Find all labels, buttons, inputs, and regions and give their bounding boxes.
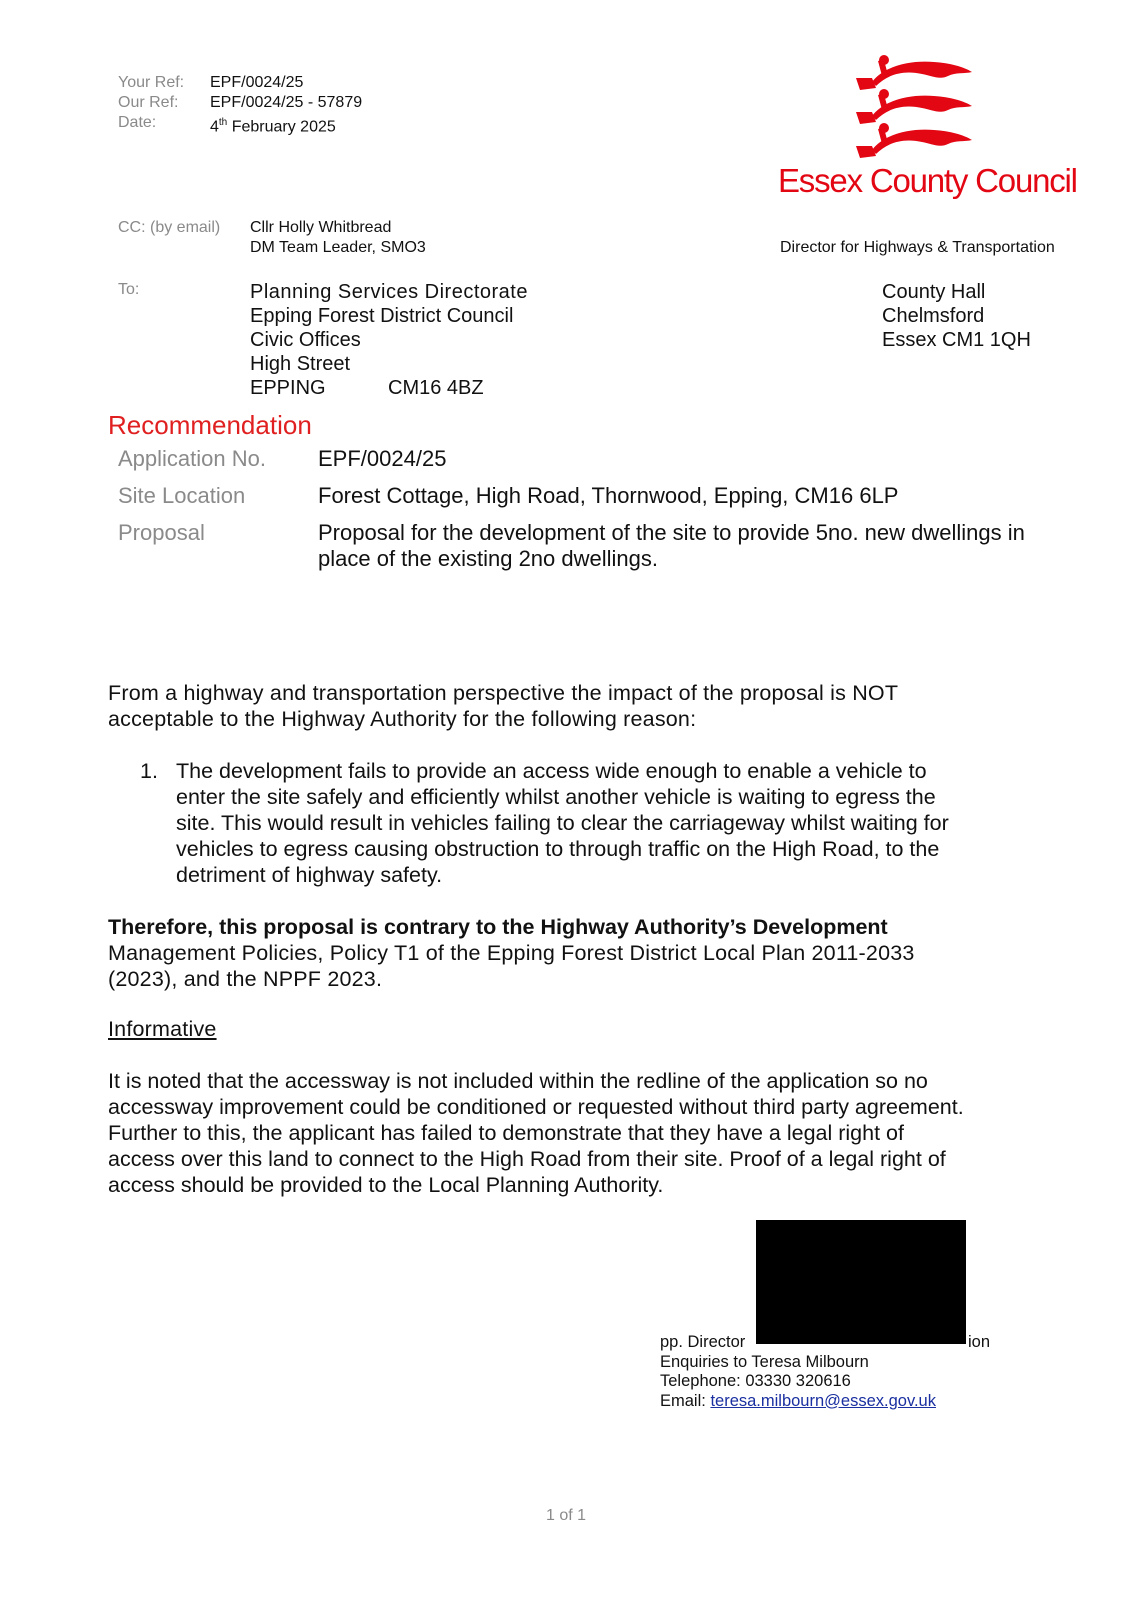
site-location-label: Site Location <box>118 483 246 508</box>
cc-label: CC: (by email) <box>118 219 221 236</box>
your-ref-value: EPF/0024/25 <box>210 74 304 91</box>
date-label: Date: <box>118 114 157 131</box>
to-address <box>250 280 528 400</box>
our-ref-label: Our Ref: <box>118 94 179 111</box>
recommendation-heading: Recommendation <box>108 410 312 440</box>
to-label: To: <box>118 281 140 298</box>
reason-text: The development fails to provide an access wide enough to enable a vehicle to enter the site safely and efficiently whilst another vehicle is waiting to egress the site. This would result in vehicles failing to clear the carriageway whilst waiting for vehicles to egress causing obstruction to through traffic on the High Road, to the detriment of highway safety. <box>176 759 949 887</box>
cc-recipients <box>250 218 426 258</box>
reason-list-item <box>140 758 1030 888</box>
to-address-line: Epping Forest District Council <box>250 305 514 327</box>
conclusion-paragraph <box>108 914 1028 992</box>
reference-block <box>118 73 362 137</box>
informative-paragraph: It is noted that the accessway is not included within the redline of the application so no accessway improvement could be conditioned or requested without third party agreement. Further to this, the applicant has failed to demonstrate that they have a legal right of access over this land to connect to the High Road from their site. Proof of a legal right of access should be provided to the Local Planning Authority. <box>108 1069 964 1197</box>
cc-line-1: Cllr Holly Whitbread <box>250 219 392 236</box>
intro-line: acceptable to the Highway Authority for the following reason: <box>108 707 697 731</box>
your-ref-label: Your Ref: <box>118 74 185 91</box>
to-postcode: CM16 4BZ <box>388 377 484 399</box>
sender-address-line: Essex CM1 1QH <box>882 329 1031 351</box>
email-line: Email: teresa.milbourn@essex.gov.uk <box>660 1391 936 1410</box>
council-logo <box>772 48 1102 208</box>
conclusion-bold: Therefore, this proposal is contrary to the Highway Authority’s Development <box>108 915 888 939</box>
redaction-block <box>756 1220 966 1344</box>
signature-block <box>660 1333 991 1411</box>
our-ref-value: EPF/0024/25 - 57879 <box>210 94 363 111</box>
enquiries-line: Enquiries to Teresa Milbourn <box>660 1352 869 1371</box>
signature-trailing: ion <box>968 1333 991 1351</box>
proposal-label: Proposal <box>118 520 205 545</box>
proposal-value: Proposal for the development of the site to provide 5no. new dwellings in place of the existing 2no dwellings. <box>318 520 1025 571</box>
council-logo-text: Essex County Council <box>778 162 1077 199</box>
reason-number: 1. <box>140 759 158 783</box>
sender-address-line: Chelmsford <box>882 305 985 327</box>
to-address-line: Civic Offices <box>250 329 361 351</box>
sender-address <box>882 280 1031 352</box>
application-no-label: Application No. <box>118 446 266 471</box>
informative-heading: Informative <box>108 1017 217 1041</box>
sender-title: Director for Highways & Transportation <box>780 239 1055 256</box>
three-seaxes-icon <box>772 48 1102 158</box>
intro-paragraph <box>108 680 1028 732</box>
pp-director: pp. Director <box>660 1333 746 1351</box>
conclusion-line: Management Policies, Policy T1 of the Epping Forest District Local Plan 2011-2033 <box>108 941 915 965</box>
site-location-value: Forest Cottage, High Road, Thornwood, Epping, CM16 6LP <box>318 483 899 508</box>
cc-line-2: DM Team Leader, SMO3 <box>250 239 426 256</box>
conclusion-line: (2023), and the NPPF 2023. <box>108 967 383 991</box>
telephone-line: Telephone: 03330 320616 <box>660 1372 851 1390</box>
application-no-value: EPF/0024/25 <box>318 446 447 471</box>
sender-address-line: County Hall <box>882 281 986 303</box>
intro-line: From a highway and transportation perspective the impact of the proposal is NOT <box>108 681 899 705</box>
date-value: 4th February 2025 <box>210 117 336 136</box>
to-address-line: Planning Services Directorate <box>250 281 528 303</box>
to-address-line: High Street <box>250 353 351 375</box>
to-town: EPPING <box>250 377 326 399</box>
page-number: 1 of 1 <box>545 1507 587 1524</box>
email-link[interactable]: teresa.milbourn@essex.gov.uk <box>710 1391 936 1410</box>
